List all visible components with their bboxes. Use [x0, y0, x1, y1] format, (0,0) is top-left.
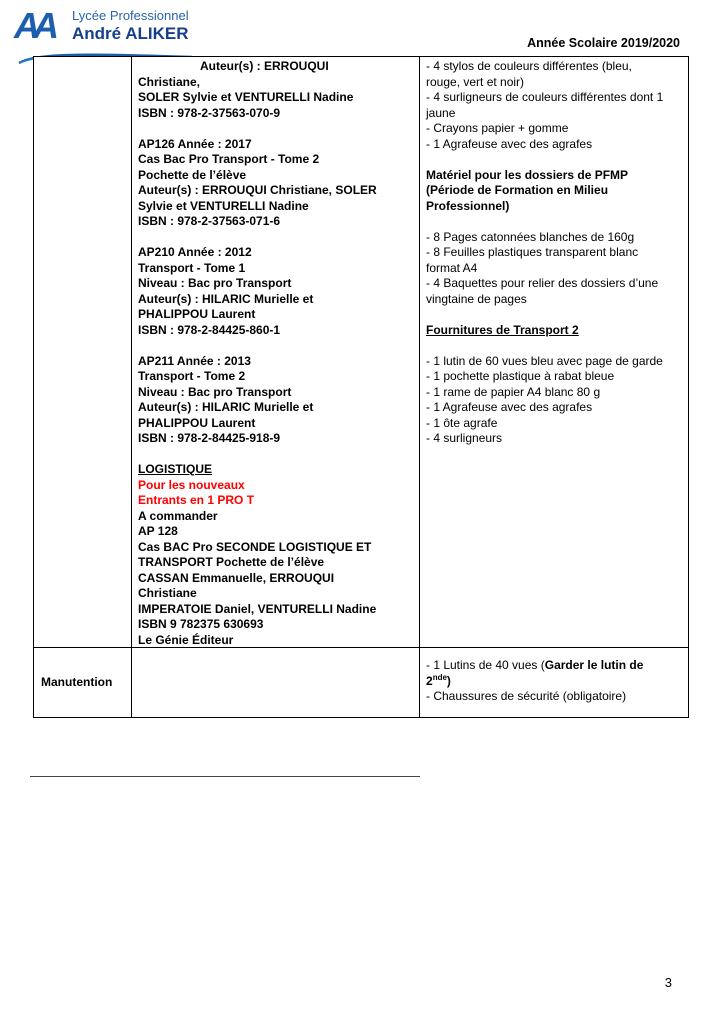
text-line: [426, 245, 682, 261]
text-segment: Pochette de l’élève: [138, 167, 247, 182]
text-line: [426, 292, 682, 308]
text-line: [138, 90, 413, 106]
text-segment: Niveau : Bac pro Transport: [138, 384, 292, 399]
text-segment: ISBN : 978-2-84425-860-1: [138, 322, 281, 337]
text-segment: Matériel pour les dossiers de PFMP: [426, 167, 629, 182]
school-name: [72, 8, 189, 44]
text-line: [426, 276, 682, 292]
school-name-line1: Lycée Professionnel: [72, 8, 189, 23]
text-line: [138, 354, 413, 370]
text-line: [138, 261, 413, 277]
text-line: [138, 524, 413, 540]
text-segment: vingtaine de pages: [426, 291, 527, 306]
books-cell: [131, 57, 419, 647]
text-line: [426, 183, 682, 199]
text-segment: (Période de Formation en Milieu: [426, 183, 609, 197]
text-line: [426, 106, 682, 122]
text-segment: Auteur(s) : ERROUQUI: [200, 59, 329, 73]
text-segment: format A4: [426, 260, 478, 275]
text-line: [138, 602, 413, 618]
text-line: [426, 369, 682, 385]
text-line: [138, 571, 413, 587]
text-line: [426, 137, 682, 153]
text-segment: TRANSPORT Pochette de l’élève: [138, 555, 325, 569]
text-segment: AP210 Année : 2012: [138, 245, 252, 259]
text-segment: ): [446, 673, 451, 688]
text-segment: nde: [432, 672, 447, 682]
text-line: [426, 338, 682, 354]
text-line: [426, 261, 682, 277]
text-segment: ISBN 9 782375 630693: [138, 617, 264, 631]
text-line: [138, 431, 413, 447]
subject-cell: Manutention: [41, 674, 113, 689]
text-segment: - 8 Pages catonnées blanches de 160g: [426, 229, 635, 244]
books-cell: [131, 648, 419, 717]
text-line: [138, 214, 413, 230]
text-line: [426, 658, 682, 674]
text-line: [138, 385, 413, 401]
text-segment: - Chaussures de sécurité (obligatoire): [426, 689, 627, 703]
text-segment: Transport - Tome 1: [138, 260, 246, 275]
text-line: [426, 121, 682, 137]
text-line: [138, 633, 413, 648]
text-line: [426, 168, 682, 184]
text-segment: Auteur(s) : ERROUQUI Christiane, SOLER: [138, 183, 377, 197]
text-segment: Christiane: [138, 586, 197, 600]
text-line: [138, 493, 413, 509]
text-line: [138, 416, 413, 432]
text-segment: - 1 pochette plastique à rabat bleue: [426, 369, 615, 383]
text-segment: - 1 Agrafeuse avec des agrafes: [426, 400, 593, 414]
text-segment: Pour les nouveaux: [138, 477, 245, 492]
text-segment: - 1 Agrafeuse avec des agrafes: [426, 136, 593, 151]
school-year-label: Année Scolaire 2019/2020: [527, 36, 680, 50]
text-segment: Cas Bac Pro Transport - Tome 2: [138, 152, 320, 166]
text-line: [138, 230, 413, 246]
text-line: [138, 183, 413, 199]
text-line: [138, 292, 413, 308]
text-line: [138, 478, 413, 494]
school-logo: [14, 5, 189, 46]
text-segment: 2: [426, 673, 433, 688]
text-line: [426, 152, 682, 168]
text-line: [426, 431, 682, 447]
supplies-cell: [419, 57, 688, 647]
text-line: [426, 59, 682, 75]
text-line: [426, 674, 682, 690]
table-row: [34, 57, 688, 647]
text-segment: Auteur(s) : HILARIC Murielle et: [138, 400, 314, 414]
text-line: [426, 323, 682, 339]
text-segment: - 4 surligneurs: [426, 431, 503, 445]
school-name-line2: André ALIKER: [72, 24, 189, 43]
text-line: [426, 385, 682, 401]
text-line: [138, 75, 413, 91]
text-line: [426, 689, 682, 705]
text-line: [138, 152, 413, 168]
text-line: [138, 276, 413, 292]
text-line: [426, 307, 682, 323]
text-segment: A commander: [138, 508, 218, 523]
text-segment: Garder le lutin de: [544, 658, 644, 672]
text-segment: Cas BAC Pro SECONDE LOGISTIQUE ET: [138, 539, 372, 554]
text-segment: AP126 Année : 2017: [138, 136, 252, 151]
text-segment: PHALIPPOU Laurent: [138, 415, 256, 430]
text-line: [138, 338, 413, 354]
text-line: [138, 586, 413, 602]
text-line: [426, 230, 682, 246]
text-segment: - 4 surligneurs de couleurs différentes dont 1: [426, 90, 664, 104]
text-segment: AP211 Année : 2013: [138, 353, 251, 368]
text-segment: - Crayons papier + gomme: [426, 121, 569, 135]
text-line: [138, 540, 413, 556]
text-segment: Entrants en 1 PRO T: [138, 493, 255, 507]
text-segment: LOGISTIQUE: [138, 462, 213, 476]
subject-cell: [34, 57, 131, 647]
text-segment: - 4 stylos de couleurs différentes (bleu,: [426, 59, 632, 73]
text-line: [138, 509, 413, 525]
text-segment: rouge, vert et noir): [426, 74, 525, 89]
text-segment: Sylvie et VENTURELLI Nadine: [138, 198, 309, 213]
supplies-cell: [419, 648, 688, 717]
supplies-table: [33, 56, 689, 718]
text-segment: IMPERATOIE Daniel, VENTURELLI Nadine: [138, 601, 377, 616]
text-segment: - 8 Feuilles plastiques transparent blanc: [426, 245, 639, 259]
text-line: [426, 90, 682, 106]
text-line: [138, 307, 413, 323]
text-line: [426, 400, 682, 416]
text-line: [426, 75, 682, 91]
text-segment: - 1 rame de papier A4 blanc 80 g: [426, 384, 601, 399]
table-row: [34, 647, 688, 717]
text-line: [138, 555, 413, 571]
text-segment: AP 128: [138, 524, 178, 538]
text-segment: ISBN : 978-2-84425-918-9: [138, 431, 281, 445]
text-line: [138, 199, 413, 215]
text-segment: Christiane,: [138, 74, 201, 89]
text-line: [138, 447, 413, 463]
text-line: [426, 416, 682, 432]
text-segment: Niveau : Bac pro Transport: [138, 276, 292, 290]
text-line: [138, 369, 413, 385]
page-number: 3: [664, 975, 672, 990]
text-segment: Fournitures de Transport 2: [426, 322, 579, 337]
logo-aa-mark: AA: [14, 5, 52, 46]
text-line: [138, 462, 413, 478]
text-line: [426, 199, 682, 215]
text-segment: ISBN : 978-2-37563-071-6: [138, 214, 281, 228]
text-line: [138, 617, 413, 633]
text-segment: PHALIPPOU Laurent: [138, 307, 256, 321]
text-line: [426, 214, 682, 230]
text-segment: - 1 ôte agrafe: [426, 415, 498, 430]
text-segment: - 4 Baquettes pour relier des dossiers d’une: [426, 276, 659, 290]
text-segment: SOLER Sylvie et VENTURELLI Nadine: [138, 90, 354, 104]
text-segment: Auteur(s) : HILARIC Murielle et: [138, 291, 314, 306]
text-segment: Le Génie Éditeur: [138, 632, 234, 647]
text-segment: - 1 lutin de 60 vues bleu avec page de garde: [426, 353, 663, 368]
text-line: [138, 323, 413, 339]
text-segment: jaune: [426, 105, 456, 120]
text-segment: Professionnel): [426, 198, 510, 213]
text-line: [138, 121, 413, 137]
text-segment: ISBN : 978-2-37563-070-9: [138, 105, 281, 120]
text-line: [138, 137, 413, 153]
text-line: [138, 245, 413, 261]
text-line: [426, 354, 682, 370]
text-segment: CASSAN Emmanuelle, ERROUQUI: [138, 570, 335, 585]
text-line: [138, 400, 413, 416]
text-line: [138, 59, 413, 75]
text-line: [138, 168, 413, 184]
text-segment: Transport - Tome 2: [138, 369, 246, 383]
text-segment: - 1 Lutins de 40 vues (: [426, 658, 545, 672]
text-line: [138, 106, 413, 122]
footnote-separator: [30, 776, 420, 777]
